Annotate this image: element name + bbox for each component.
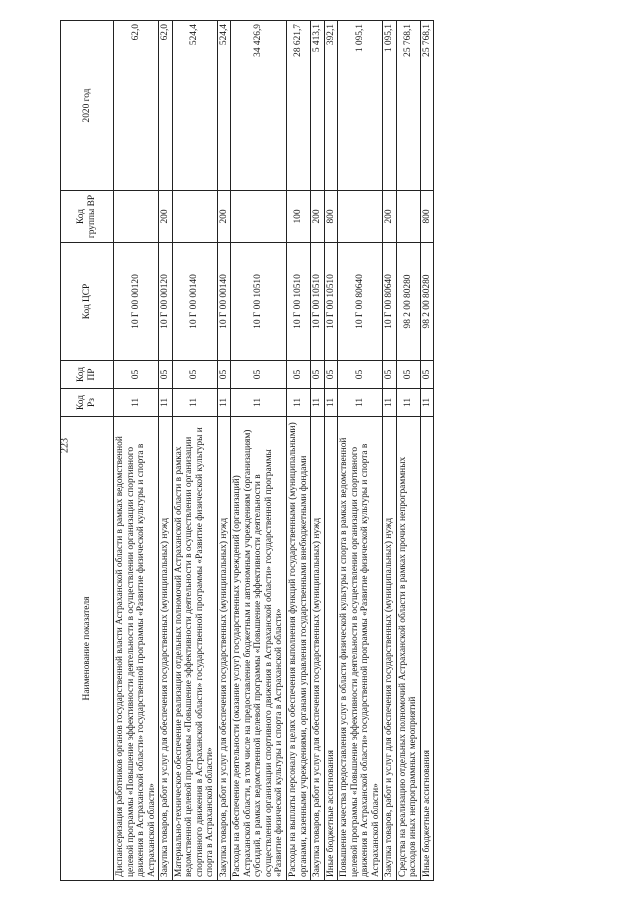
table-row — [324, 21, 338, 881]
row-pr: 05 — [286, 361, 310, 389]
row-value: 524,4 — [172, 21, 217, 191]
row-value: 1 095,1 — [338, 21, 383, 191]
row-pr: 05 — [231, 361, 287, 389]
table-row — [172, 21, 217, 881]
row-csr: 10 Г 00 10510 — [231, 243, 287, 361]
row-csr: 10 Г 00 80640 — [383, 243, 397, 361]
row-name: Расходы на выплаты персоналу в целях обеспечения выполнения функций государственными (муниципальными) органами, казенными учреждениями, органами управления государственными внебюджетными фондами — [286, 417, 310, 881]
row-value: 524,4 — [217, 21, 231, 191]
page-number: 223 — [59, 438, 71, 453]
row-csr: 98 2 00 80280 — [396, 243, 420, 361]
header-year: 2020 год — [61, 21, 114, 191]
table-row — [396, 21, 420, 881]
row-vr — [172, 191, 217, 243]
row-csr: 10 Г 00 10510 — [286, 243, 310, 361]
row-value: 25 768,1 — [420, 21, 434, 191]
row-name: Расходы на обеспечение деятельности (оказание услуг) государственных учреждений (организаций) Астраханской области, в том числе на предоставление бюджетным и автономным учреждениям (организациям) субсидий, в рамках ведомственной целевой программы «Повышение эффективности деятельности в осуществлении организации спортивного движения в Астраханской области» государственной программы «Развитие физической культуры и спорта в Астраханской области» — [231, 417, 287, 881]
row-pr: 05 — [159, 361, 173, 389]
row-rz: 11 — [338, 389, 383, 417]
header-csr: Код ЦСР — [61, 243, 114, 361]
row-pr: 05 — [420, 361, 434, 389]
row-name: Закупка товаров, работ и услуг для обеспечения государственных (муниципальных) нужд — [383, 417, 397, 881]
row-vr — [114, 191, 159, 243]
row-rz: 11 — [383, 389, 397, 417]
row-csr: 10 Г 00 10510 — [324, 243, 338, 361]
row-name: Иные бюджетные ассигнования — [324, 417, 338, 881]
row-csr: 98 2 00 80280 — [420, 243, 434, 361]
header-vr: Код группы ВР — [61, 191, 114, 243]
row-value: 392,1 — [324, 21, 338, 191]
row-name: Материально-техническое обеспечение реализации отдельных полномочий Астраханской области в рамках ведомственной целевой программы «Повышение эффективности деятельности в осуществлении организации спортивного движения в Астраханской области» государственной программы «Развитие физической культуры и спорта в Астраханской области» — [172, 417, 217, 881]
row-vr: 200 — [311, 191, 325, 243]
row-value: 25 768,1 — [396, 21, 420, 191]
row-name: Закупка товаров, работ и услуг для обеспечения государственных (муниципальных) нужд — [159, 417, 173, 881]
row-pr: 05 — [338, 361, 383, 389]
row-value: 28 621,7 — [286, 21, 310, 191]
table-row — [114, 21, 159, 881]
row-name: Закупка товаров, работ и услуг для обеспечения государственных (муниципальных) нужд — [217, 417, 231, 881]
row-rz: 11 — [396, 389, 420, 417]
row-value: 62,0 — [114, 21, 159, 191]
row-rz: 11 — [286, 389, 310, 417]
row-vr: 100 — [286, 191, 310, 243]
row-name: Иные бюджетные ассигнования — [420, 417, 434, 881]
row-pr: 05 — [396, 361, 420, 389]
row-value: 62,0 — [159, 21, 173, 191]
row-rz: 11 — [172, 389, 217, 417]
row-value: 5 413,1 — [311, 21, 325, 191]
row-vr: 800 — [420, 191, 434, 243]
budget-table-rotated — [60, 21, 580, 881]
row-rz: 11 — [159, 389, 173, 417]
row-name: Средства на реализацию отдельных полномочий Астраханской области в рамках прочих непрограммных расходов иных непрограммных мероприятий — [396, 417, 420, 881]
row-rz: 11 — [311, 389, 325, 417]
row-vr — [396, 191, 420, 243]
row-pr: 05 — [324, 361, 338, 389]
row-value: 1 095,1 — [383, 21, 397, 191]
row-rz: 11 — [420, 389, 434, 417]
row-name: Закупка товаров, работ и услуг для обеспечения государственных (муниципальных) нужд — [311, 417, 325, 881]
table-row — [217, 21, 231, 881]
row-rz: 11 — [231, 389, 287, 417]
budget-table — [60, 20, 434, 881]
row-rz: 11 — [217, 389, 231, 417]
row-vr — [338, 191, 383, 243]
row-rz: 11 — [114, 389, 159, 417]
row-name: Повышение качества предоставления услуг в области физической культуры и спорта в рамках ведомственной целевой программы «Повышение эффективности деятельности в осуществлении организации спортивного движения в Астраханской области» государственной программы «Развитие физической культуры и спорта в Астраханской области» — [338, 417, 383, 881]
header-pr: Код ПР — [61, 361, 114, 389]
table-row — [420, 21, 434, 881]
row-vr: 200 — [383, 191, 397, 243]
row-vr: 200 — [217, 191, 231, 243]
row-pr: 05 — [383, 361, 397, 389]
header-rz: Код Рз — [61, 389, 114, 417]
table-row — [383, 21, 397, 881]
header-row — [61, 21, 114, 881]
row-pr: 05 — [172, 361, 217, 389]
table-row — [286, 21, 310, 881]
row-csr: 10 Г 00 80640 — [338, 243, 383, 361]
table-row — [311, 21, 325, 881]
table-row — [338, 21, 383, 881]
row-pr: 05 — [217, 361, 231, 389]
row-pr: 05 — [114, 361, 159, 389]
row-csr: 10 Г 00 00120 — [159, 243, 173, 361]
row-csr: 10 Г 00 00140 — [172, 243, 217, 361]
row-vr — [231, 191, 287, 243]
table-row — [159, 21, 173, 881]
row-rz: 11 — [324, 389, 338, 417]
header-name: Наименование показателя — [61, 417, 114, 881]
table-row — [231, 21, 287, 881]
row-value: 34 426,9 — [231, 21, 287, 191]
row-vr: 200 — [159, 191, 173, 243]
row-csr: 10 Г 00 10510 — [311, 243, 325, 361]
row-name: Диспансеризация работников органов государственной власти Астраханской области в рамках ведомственной целевой программы «Повышение эффективности деятельности в осуществлении организации спортивного движения в Астраханской области» государственной программы «Развитие физической культуры и спорта в Астраханской области» — [114, 417, 159, 881]
row-csr: 10 Г 00 00140 — [217, 243, 231, 361]
row-pr: 05 — [311, 361, 325, 389]
row-vr: 800 — [324, 191, 338, 243]
row-csr: 10 Г 00 00120 — [114, 243, 159, 361]
